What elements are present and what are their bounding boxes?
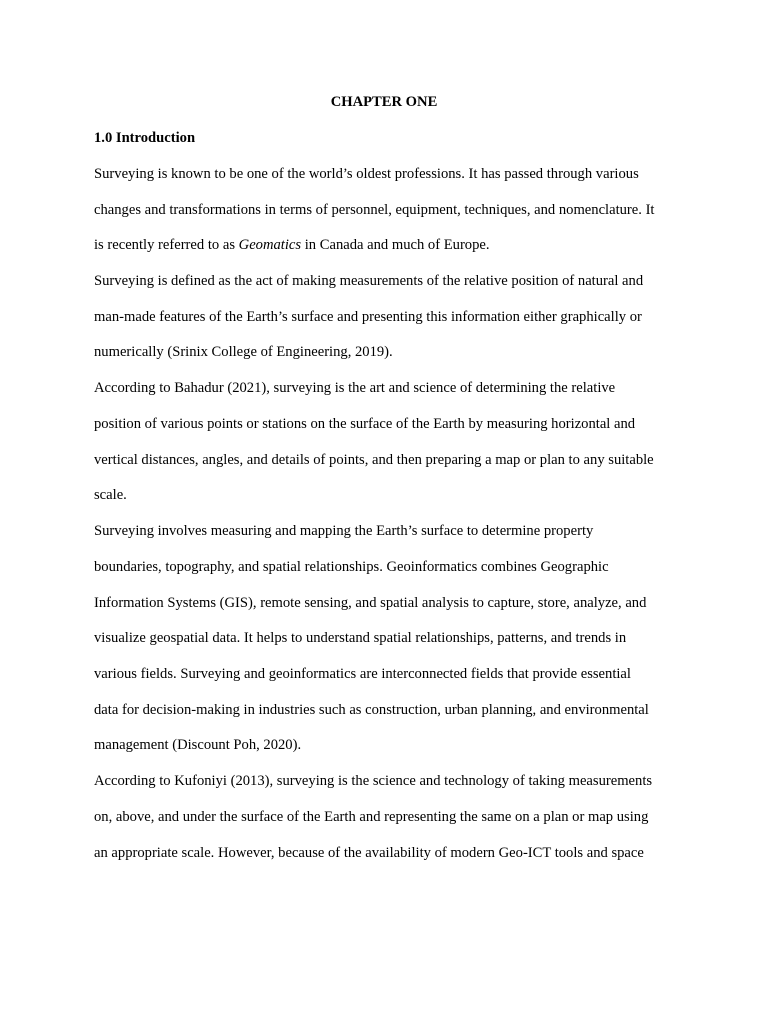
paragraph-line: According to Kufoniyi (2013), surveying is the science and technology of taking measurements xyxy=(94,773,653,789)
paragraph-line: data for decision-making in industries such as construction, urban planning, and environmental xyxy=(94,702,649,718)
paragraph-line: Surveying involves measuring and mapping the Earth’s surface to determine property xyxy=(94,523,594,539)
paragraph-line: an appropriate scale. However, because of the availability of modern Geo-ICT tools and space xyxy=(94,845,644,861)
paragraph-line: various fields. Surveying and geoinformatics are interconnected fields that provide essential xyxy=(94,666,631,682)
text-run: is recently referred to as xyxy=(94,237,239,253)
paragraph-line: scale. xyxy=(94,487,127,503)
section-heading: 1.0 Introduction xyxy=(94,130,196,146)
paragraph-line: Surveying is defined as the act of making measurements of the relative position of natural and xyxy=(94,273,644,289)
paragraph-line: position of various points or stations on the surface of the Earth by measuring horizontal and xyxy=(94,416,636,432)
paragraph-line: numerically (Srinix College of Engineering, 2019). xyxy=(94,344,393,360)
paragraph-line: man-made features of the Earth’s surface and presenting this information either graphically or xyxy=(94,309,642,325)
paragraph-line: changes and transformations in terms of personnel, equipment, techniques, and nomenclature. It xyxy=(94,202,655,218)
paragraph-line: According to Bahadur (2021), surveying is the art and science of determining the relative xyxy=(94,380,616,396)
italic-term: Geomatics xyxy=(238,237,302,253)
paragraph-line: Information Systems (GIS), remote sensing, and spatial analysis to capture, store, analyze, and xyxy=(94,595,647,611)
text-run: in Canada and much of Europe. xyxy=(301,237,490,253)
paragraph-line xyxy=(94,235,694,255)
paragraph-line: Surveying is known to be one of the world’s oldest professions. It has passed through various xyxy=(94,166,639,182)
paragraph-line: boundaries, topography, and spatial relationships. Geoinformatics combines Geographic xyxy=(94,559,609,575)
chapter-title: CHAPTER ONE xyxy=(330,94,438,110)
paragraph-line: visualize geospatial data. It helps to understand spatial relationships, patterns, and trends in xyxy=(94,630,627,646)
paragraph-line: management (Discount Poh, 2020). xyxy=(94,737,302,753)
paragraph-line: on, above, and under the surface of the Earth and representing the same on a plan or map using xyxy=(94,809,649,825)
paragraph-line: vertical distances, angles, and details of points, and then preparing a map or plan to any suitable xyxy=(94,452,654,468)
